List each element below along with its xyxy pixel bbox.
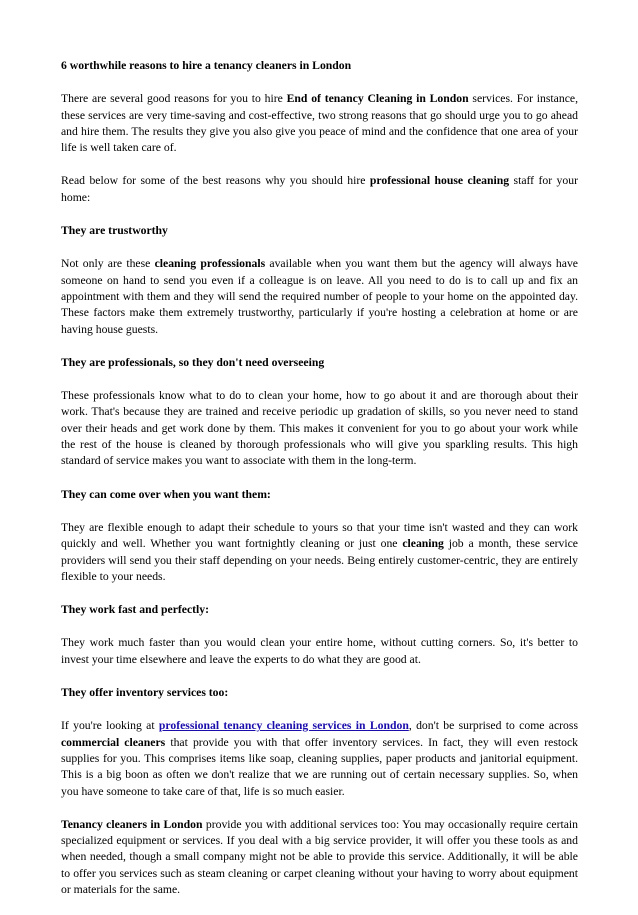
s6-bold-1: Tenancy cleaners in London	[61, 817, 203, 831]
s6-text-1: provide you with additional services too: You may occasionally require certain specialized equipment or services. If you deal with a big service provider, it will offer you these tools as and when needed, though a small company might not be able to provide this service. Additionally, it will be able to offer you services such as steam cleaning or carpet cleaning without your having to worry about equipment or materials for the same.	[61, 817, 578, 896]
s1-bold-1: cleaning professionals	[154, 257, 266, 271]
read-below-text-1: Read below for some of the best reasons why you should hire	[61, 174, 370, 188]
intro-text-1: There are several good reasons for you to hire	[61, 92, 287, 106]
section-body-trustworthy	[61, 256, 578, 337]
read-below-text-2: staff for your home:	[61, 174, 578, 204]
section-heading-professionals: They are professionals, so they don't need overseeing	[61, 355, 325, 369]
tenancy-cleaning-link[interactable]: professional tenancy cleaning services in London	[158, 719, 409, 733]
intro-bold-1: End of tenancy Cleaning in London	[286, 92, 469, 106]
s5-bold-1: commercial cleaners	[61, 735, 166, 749]
section-heading-fast: They work fast and perfectly:	[61, 603, 210, 617]
section-body-additional	[61, 817, 578, 898]
section-body-inventory	[61, 718, 578, 799]
section-body-professionals: These professionals know what to do to clean your home, how to go about it and are thorough about their work. That's because they are trained and receive periodic up gradation of skills, so you never need to stand over their heads and get work done by them. This makes it convenient for you to go about your work while the rest of the house is cleaned by thorough professionals who will give you sparkling results. This high standard of service makes you want to associate with them in the long-term.	[61, 389, 578, 468]
section-heading-inventory: They offer inventory services too:	[61, 686, 229, 700]
section-body-come-over	[61, 520, 578, 585]
s5-text-1: If you're looking at	[61, 719, 159, 733]
s1-text-2: available when you want them but the agency will always have someone on hand to send you even if a colleague is on leave. All you need to do is to call up and fix an appointment with them and they will send the required number of people to your home on the appointed day. These factors make them extremely trustworthy, particularly if you're hosting a celebration at home or are having house guests.	[61, 257, 578, 336]
intro-text-2: services. For instance, these services are very time-saving and cost-effective, two strong reasons that go should urge you to go ahead and hire them. The results they give you also give you peace of mind and the confidence that one area of your life is well taken care of.	[61, 92, 579, 155]
s3-bold-1: cleaning	[402, 537, 444, 551]
s5-text-3: that provide you with that offer inventory services. In fact, they will even restock supplies for you. This comprises items like soap, cleaning supplies, paper products and janitorial equipment. This is a big boon as often we don't realize that we are running out of certain necessary supplies. So, when you have someone to take care of that, life is so much easier.	[61, 735, 578, 798]
read-below-bold-1: professional house cleaning	[369, 174, 510, 188]
intro-paragraph	[61, 91, 578, 156]
s3-text-2: job a month, these service providers will send you their staff depending on your needs. Being entirely customer-centric, they are entirely flexible to your needs.	[61, 537, 578, 583]
document-page	[61, 58, 578, 915]
read-below-paragraph	[61, 173, 578, 206]
document-title: 6 worthwhile reasons to hire a tenancy cleaners in London	[61, 59, 352, 72]
s3-text-1: They are flexible enough to adapt their schedule to yours so that your time isn't wasted and they can work quickly and well. Whether you want fortnightly cleaning or just one	[61, 520, 578, 551]
s1-text-1: Not only are these	[61, 257, 155, 271]
section-heading-trustworthy: They are trustworthy	[61, 224, 168, 238]
section-heading-come-over: They can come over when you want them:	[61, 487, 271, 501]
s5-text-2: , don't be surprised to come across	[408, 719, 578, 733]
section-body-fast: They work much faster than you would clean your entire home, without cutting corners. So, it's better to invest your time elsewhere and leave the experts to do what they are good at.	[61, 636, 578, 666]
